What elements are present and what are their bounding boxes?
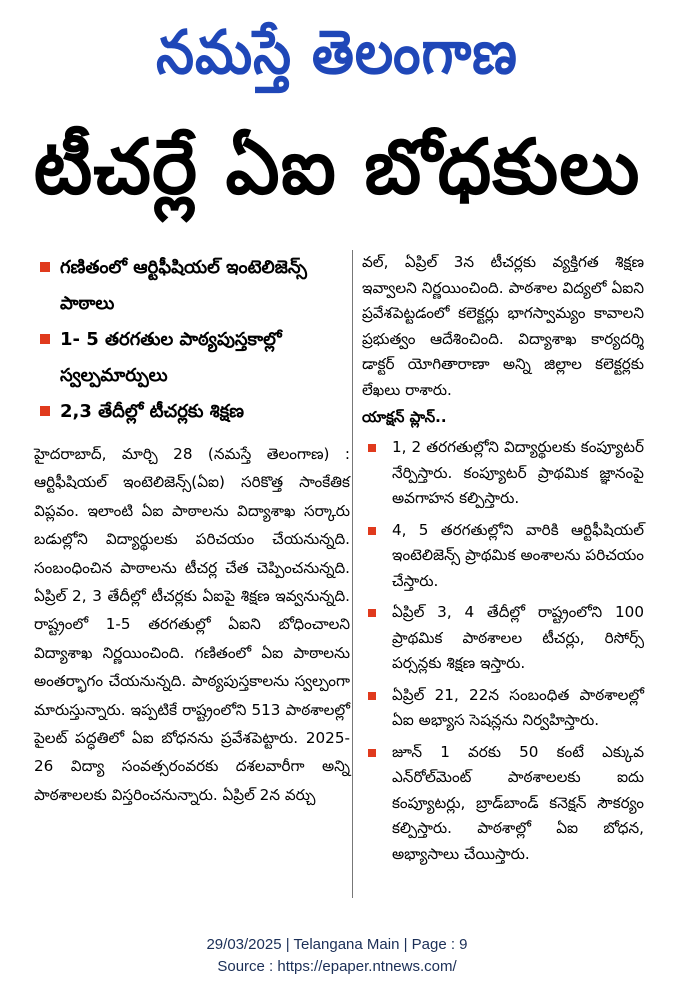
action-item-text: 4, 5 తరగతుల్లోని వారికి ఆర్టిఫీషియల్ ఇంటెలిజెన్స్ ప్రాథమిక అంశాలను పరిచయం చేస్తారు. [392,520,644,590]
red-square-bullet-icon [40,262,50,272]
action-item [362,740,644,868]
footer-source: Source : https://epaper.ntnews.com/ [217,958,457,975]
highlight-text: 2,3 తేదీల్లో టీచర్లకు శిక్షణ [60,401,244,422]
red-square-bullet-icon [368,609,376,617]
action-item-text: ఏప్రిల్ 3, 4 తేదీల్లో రాష్ట్రంలోని 100 ప్రాథమిక పాఠశాలల టీచర్లు, రిసోర్స్ పర్సన్లకు శిక్షణ ఇస్తారు. [392,603,644,672]
action-plan-list [362,435,644,867]
red-square-bullet-icon [40,334,50,344]
action-item-text: 1, 2 తరగతుల్లోని విద్యార్థులకు కంప్యూటర్ నేర్పిస్తారు. కంప్యూటర్ ప్రాథమిక జ్ఞానంపై అవగాహన కల్పిస్తారు. [392,438,644,507]
action-item-text: ఏప్రిల్ 21, 22న సంబంధిత పాఠశాలల్లో ఏఐ అభ్యాస సెషన్లను నిర్వహిస్తారు. [392,685,644,729]
highlight-text: 1- 5 తరగతుల పాఠ్యపుస్తకాల్లో స్వల్పమార్పులు [60,329,282,386]
highlight-item [34,250,350,322]
newspaper-masthead [0,8,674,98]
highlight-item [34,394,350,430]
highlight-list [34,250,350,430]
article-headline [0,112,674,222]
action-item-text: జూన్ 1 వరకు 50 కంటే ఎక్కువ ఎన్‌రోల్‌మెంట్ పాఠశాలలకు ఐదు కంప్యూటర్లు, బ్రాడ్‌బాండ్ కనెక్షన్ సౌకర్యం కల్పిస్తారు. పాఠశాల్లో ఏఐ బోధన, అభ్యాసాలు చేయిస్తారు. [392,742,644,863]
page-footer [0,934,674,978]
masthead-title: నమస్తే తెలంగాణ [156,17,518,88]
action-item [362,600,644,677]
column-divider [352,250,353,898]
left-column [34,250,350,809]
headline-text: టీచర్లే ఏఐ బోధకులు [33,122,641,211]
article-body: హైదరాబాద్, మార్చి 28 (నమస్తే తెలంగాణ) : ఆర్టిఫీషియల్ ఇంటెలిజెన్స్(ఏఐ) సరికొత్త సాంకేతిక విప్లవం. ఇలాంటి ఏఐ పాఠాలను విద్యాశాఖ సర్కారు బడుల్లోని విద్యార్థులకు పరిచయం చేయనున్నది. సంబంధించిన పాఠాలను టీచర్ల చేత చెప్పించనున్నది. ఏప్రిల్ 2, 3 తేదీల్లో టీచర్లకు ఏఐపై శిక్షణ ఇవ్వనున్నది. రాష్ట్రంలో 1-5 తరగతుల్లో ఏఐని బోధించాలని విద్యాశాఖ నిర్ణయించింది. గణితంలో ఏఐ పాఠాలను అంతర్భాగం చేయనున్నది. పాఠ్యపుస్తకాలను స్వల్పంగా మారుస్తున్నారు. ఇప్పటికే రాష్ట్రంలోని 513 పాఠశాలల్లో పైలట్ పద్ధతిలో ఏఐ బోధనను ప్రవేశపెట్టారు. 2025-26 విద్యా సంవత్సరంవరకు దశలవారీగా అన్ని పాఠశాలలకు విస్తరించనున్నారు. ఏప్రిల్ 2న వర్చు [34,445,350,804]
red-square-bullet-icon [368,749,376,757]
action-item [362,683,644,734]
red-square-bullet-icon [368,527,376,535]
red-square-bullet-icon [368,692,376,700]
highlight-text: గణితంలో ఆర్టిఫీషియల్ ఇంటెలిజెన్స్ పాఠాలు [60,257,307,314]
highlight-item [34,322,350,394]
action-item [362,518,644,595]
footer-date-edition: 29/03/2025 | Telangana Main | Page : 9 [206,936,468,953]
action-plan-heading: యాక్షన్ ప్లాన్.. [362,408,447,426]
article-body-continued: వల్, ఏప్రిల్ 3న టీచర్లకు వ్యక్తిగత శిక్షణ ఇవ్వాలని నిర్ణయించింది. పాఠశాల విద్యలో ఏఐని ప్రవేశపెట్టడంలో కలెక్టర్లు భాగస్వామ్యం కావాలని ప్రభుత్వం ఆదేశించింది. విద్యాశాఖ కార్యదర్శి డాక్టర్ యోగితారాణా అన్ని జిల్లాల కలెక్టర్లకు లేఖలు రాశారు. [362,253,644,399]
right-column [362,250,644,873]
action-item [362,435,644,512]
red-square-bullet-icon [368,444,376,452]
red-square-bullet-icon [40,406,50,416]
